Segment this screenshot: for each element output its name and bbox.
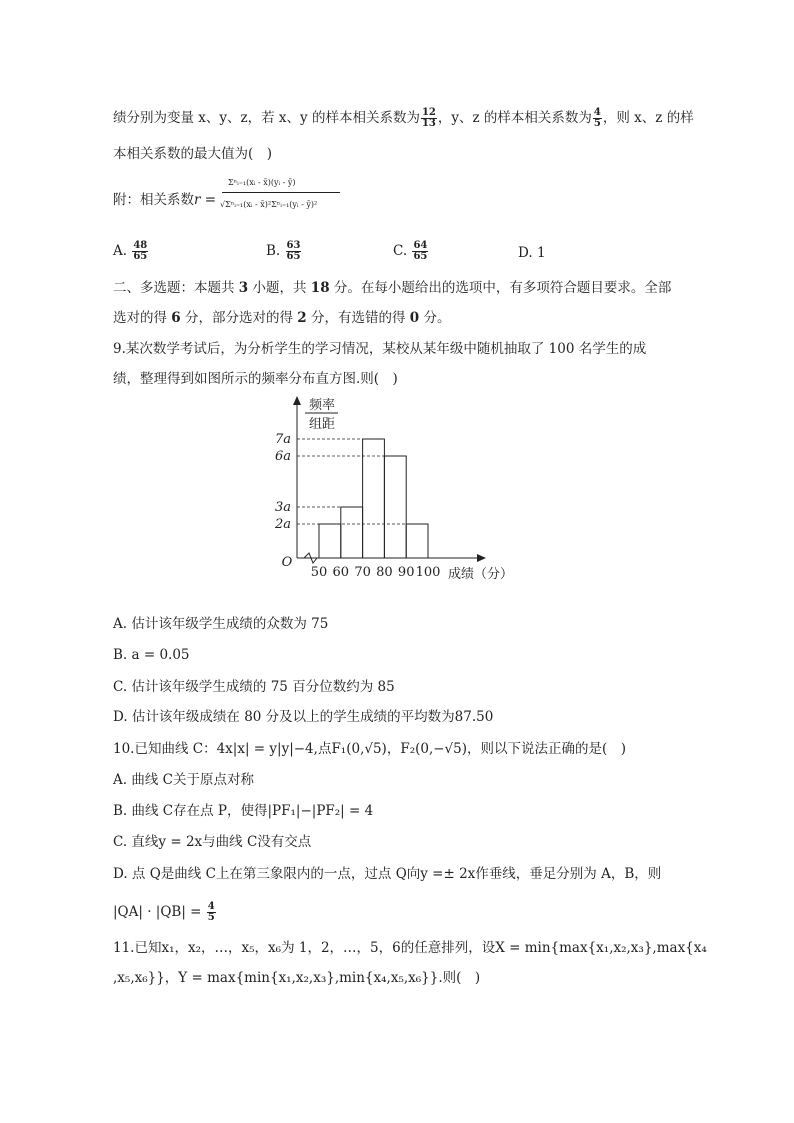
q8-line1-mid: ，y、z 的样本相关系数为 <box>437 110 592 126</box>
q10-frac-4-5: $\frac{4}{5}$ <box>207 901 215 923</box>
x-tick-label: 70 <box>354 565 371 580</box>
y-label-top: 频率 <box>308 398 336 413</box>
q8-option-b[interactable]: B. $\frac{63}{65}$ <box>266 240 301 262</box>
x-axis-label: 成绩（分） <box>448 567 514 582</box>
q11-line1: 11.已知x₁，x₂，…，x₅，x₆为 1，2，…，5，6的任意排列，设X = min{max{x₁,x₂,x₃},max{x₄ <box>113 940 707 956</box>
x-axis-arrow <box>477 554 486 562</box>
y-tick-label: 7a <box>274 432 291 447</box>
q10-option-c[interactable]: C. 直线y = 2x与曲线 C没有交点 <box>113 834 312 850</box>
q10-option-d[interactable]: D. 点 Q是曲线 C上在第三象限内的一点，过点 Q向y =± 2x作垂线，垂足分别为 A，B，则 <box>113 866 662 882</box>
x-tick-label: 90 <box>397 565 415 580</box>
q9-option-a[interactable]: A. 估计该年级学生成绩的众数为 75 <box>113 616 329 632</box>
histogram-bar <box>384 456 406 558</box>
q8-frac-12-13: $\frac{12}{13}$ <box>421 107 436 129</box>
histogram-bar <box>406 524 428 558</box>
y-tick-label: 2a <box>274 517 291 532</box>
x-tick-label: 80 <box>376 565 393 580</box>
q9-option-c[interactable]: C. 估计该年级学生成绩的 75 百分位数约为 85 <box>113 679 395 695</box>
q8-frac-4-5: $\frac{4}{5}$ <box>593 107 601 129</box>
q10-option-b[interactable]: B. 曲线 C存在点 P，使得|PF₁|−|PF₂| = 4 <box>113 803 374 819</box>
q11-line2: ,x₅,x₆}}，Y = max{min{x₁,x₂,x₃},min{x₄,x₅,x₆}}.则( ) <box>113 970 481 986</box>
formula-r: r = <box>194 192 217 208</box>
x-tick-label: 100 <box>415 565 441 580</box>
q8-option-c[interactable]: C. $\frac{64}{65}$ <box>393 240 428 262</box>
x-tick-label: 60 <box>332 565 350 580</box>
q9-line2: 绩，整理得到如图所示的频率分布直方图.则( ) <box>113 371 398 387</box>
q10-line1: 10.已知曲线 C：4x|x| = y|y|−4,点F₁(0,√5)，F₂(0,−√5)，则以下说法正确的是( ) <box>113 741 627 757</box>
y-label-bottom: 组距 <box>308 417 336 432</box>
q10-option-a[interactable]: A. 曲线 C关于原点对称 <box>113 772 254 788</box>
formula-numerator: Σⁿᵢ₌₁(xᵢ - x̄)(yᵢ - ȳ) <box>228 178 296 187</box>
q9-option-b[interactable]: B. a = 0.05 <box>113 647 190 663</box>
q9-line1: 9.某次数学考试后，为分析学生的学习情况，某校从某年级中随机抽取了 100 名学生的成 <box>113 341 647 357</box>
q9-option-d[interactable]: D. 估计该年级成绩在 80 分及以上的学生成绩的平均数为87.50 <box>113 709 494 725</box>
origin-label: O <box>281 555 293 570</box>
q8-formula-label: 附：相关系数r = <box>113 192 217 208</box>
histogram-bar <box>363 439 385 558</box>
q8-line2: 本相关系数的最大值为( ) <box>113 146 273 162</box>
section2-line1: 二、多选题：本题共 3 小题，共 18 分。在每小题给出的选项中，有多项符合题目要求。全部 <box>113 280 672 296</box>
q8-line1-post: ，则 x、z 的样 <box>602 110 694 126</box>
q8-line1-text: 绩分别为变量 x、y、z，若 x、y 的样本相关系数为 <box>113 110 420 126</box>
q10-option-d-cont: |QA| · |QB| = $\frac{4}{5}$ <box>113 901 215 923</box>
y-tick-label: 6a <box>274 449 291 464</box>
histogram-bar <box>319 524 341 558</box>
formula-denominator: √Σⁿᵢ₌₁(xᵢ - x̄)²Σⁿᵢ₌₁(yᵢ - ȳ)² <box>220 200 318 209</box>
y-axis-arrow <box>293 396 301 405</box>
y-tick-label: 3a <box>274 500 291 515</box>
section2-line2: 选对的得 6 分，部分选对的得 2 分，有选错的得 0 分。 <box>113 310 451 326</box>
q8-option-d[interactable]: D. 1 <box>518 245 546 261</box>
histogram-bar <box>341 507 363 558</box>
x-tick-label: 50 <box>310 565 328 580</box>
q8-option-a[interactable]: A. $\frac{48}{65}$ <box>113 240 148 262</box>
